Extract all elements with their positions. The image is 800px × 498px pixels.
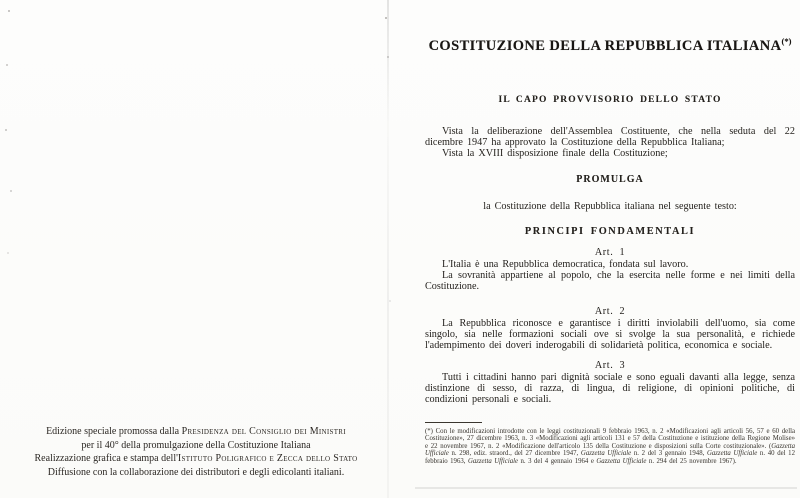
article-1-label: Art. 1 [594,247,626,258]
promulga-heading: PROMULGA [576,174,644,185]
footnote: (*) Con le modificazioni introdotte con le leggi costituzionali 9 febbraio 1963, n. 2 «Modificazioni agli articoli 56, 57 e 60 della Costituzione», 27 dicembre 1963, n. 3 «Modificazioni agli articoli 131 e 57 della Costituzione e istituzione della Regione Molise» e 22 novembre 1967, n. 2 «Modificazione dell'articolo 135 della Costituzione e disposizioni sulla Corte costituzionale». (Gazzetta Ufficiale n. 298, ediz. straord., del 27 dicembre 1947, Gazzetta Ufficiale n. 2 del 3 gennaio 1948, Gazzetta Ufficiale n. 40 del 12 febbraio 1963, Gazzetta Ufficiale n. 3 del 4 gennaio 1964 e Gazzetta Ufficiale n. 294 del 25 novembre 1967). [425,428,795,465]
title-footnote-marker: (*) [781,36,792,46]
article-1-paragraph-1: L'Italia è una Repubblica democratica, fondata sul lavoro. [442,259,689,270]
promulga-line: la Costituzione della Repubblica italiana nel seguente testo: [483,201,737,212]
colophon-line-3: Realizzazione grafica e stampa dell'Istituto Poligrafico e Zecca dello Stato [34,453,358,465]
page-title-text: COSTITUZIONE DELLA REPUBBLICA ITALIANA [428,37,782,54]
preamble-paragraph-1: Vista la deliberazione dell'Assemblea Costituente, che nella seduta del 22 dicembre 1947 ha approvato la Costituzione della Repubblica Italiana; [425,126,795,149]
footnote-separator-rule [425,422,482,423]
colophon-line-2: per il 40° della promulgazione della Costituzione Italiana [81,439,311,451]
section-heading-principi-fondamentali: PRINCIPI FONDAMENTALI [524,226,696,237]
article-3-label: Art. 3 [594,360,626,371]
colophon-line-1: Edizione speciale promossa dalla Presidenza del Consiglio dei Ministri [46,426,346,437]
article-2-text [425,318,795,352]
left-page [0,0,390,498]
preamble [425,126,795,160]
preamble-paragraph-2: Vista la XVIII disposizione finale della Costituzione; [442,148,668,160]
article-3-text [425,372,795,406]
colophon-line-4: Diffusione con la collaborazione dei distributori e degli edicolanti italiani. [47,466,345,478]
article-2-label: Art. 2 [594,306,626,317]
constitution-page [425,0,795,498]
article-2-paragraph-1: La Repubblica riconosce e garantisce i diritti inviolabili dell'uomo, sia come singolo, sia nelle formazioni sociali ove si svolge la sua personalità, e richiede l'adempimento dei doveri inderogabili di solidarietà politica, economica e sociale. [425,318,795,352]
page-title [425,33,795,54]
heading-capo-provvisorio: IL CAPO PROVVISORIO DELLO STATO [498,95,722,105]
article-3-paragraph-1: Tutti i cittadini hanno pari dignità sociale e sono eguali davanti alla legge, senza distinzione di sesso, di razza, di lingua, di religione, di opinioni politiche, di condizioni personali e sociali. [425,372,795,406]
colophon [8,425,384,479]
article-1-paragraph-2: La sovranità appartiene al popolo, che la esercita nelle forme e nei limiti della Costituzione. [425,270,795,293]
article-1-text [425,259,795,293]
